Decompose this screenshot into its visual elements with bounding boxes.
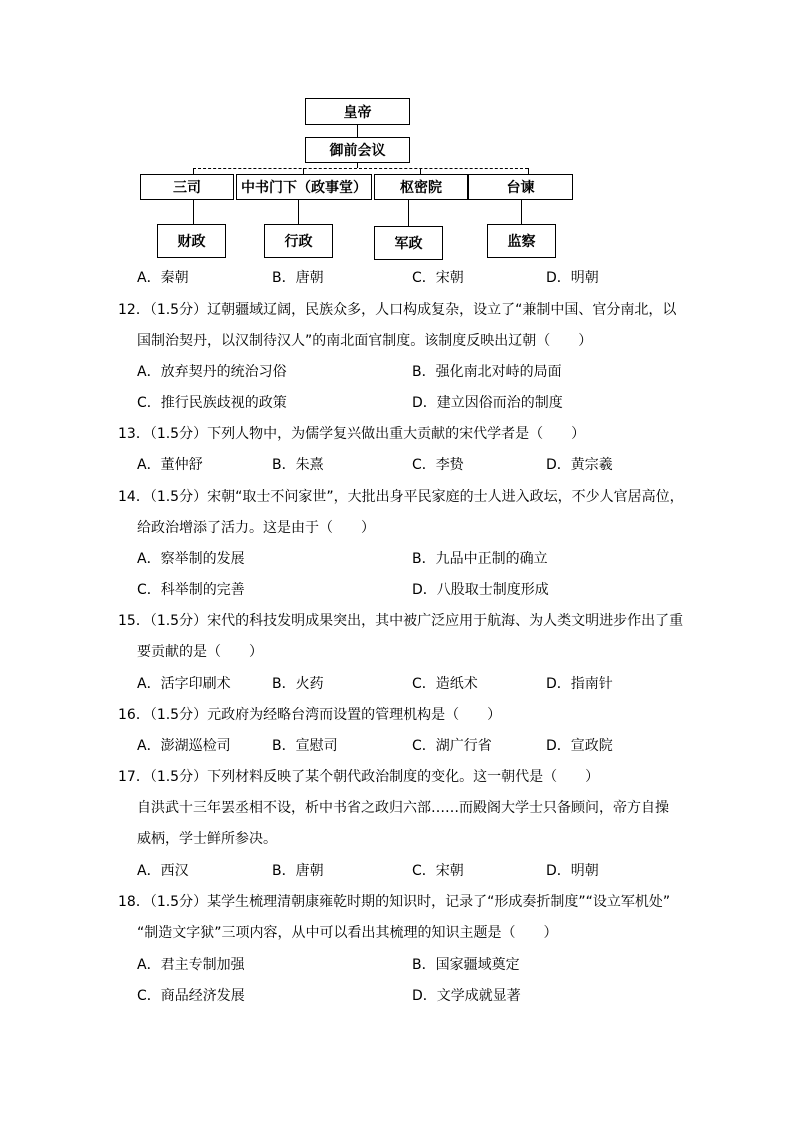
question-material: 威柄，学士鲜所参决。 xyxy=(137,831,277,847)
option-a[interactable]: A．董仲舒 xyxy=(137,457,203,473)
box-dept-sansi: 三司 xyxy=(140,174,234,200)
connector-dept-func-4 xyxy=(521,200,522,224)
option-a[interactable]: A．活字印刷术 xyxy=(137,676,231,692)
option-c[interactable]: C．宋朝 xyxy=(412,863,464,879)
question-text: 12．（1.5分）辽朝疆域辽阔，民族众多，人口构成复杂，设立了“兼制中国、官分南北，以 xyxy=(118,302,677,318)
question-text: 13．（1.5分）下列人物中，为儒学复兴做出重大贡献的宋代学者是（ ） xyxy=(118,426,586,442)
option-a[interactable]: A．君主专制加强 xyxy=(137,957,245,973)
option-b[interactable]: B．唐朝 xyxy=(272,863,324,879)
option-c[interactable]: C．科举制的完善 xyxy=(137,582,245,598)
connector-emperor-council xyxy=(357,125,358,137)
connector-dept-func-2 xyxy=(298,200,299,224)
option-d[interactable]: D．指南针 xyxy=(546,676,613,692)
box-dept-taijian: 台谏 xyxy=(468,174,573,200)
question-text: 要贡献的是（ ） xyxy=(137,644,263,660)
box-func-supervision: 监察 xyxy=(487,224,556,258)
option-b[interactable]: B．火药 xyxy=(272,676,324,692)
box-dept-zhongshu: 中书门下（政事堂） xyxy=(236,174,372,200)
option-d[interactable]: D．建立因俗而治的制度 xyxy=(412,395,563,411)
box-emperor: 皇帝 xyxy=(305,98,410,125)
option-d[interactable]: D．黄宗羲 xyxy=(546,457,613,473)
option-d[interactable]: D．八股取士制度形成 xyxy=(412,582,549,598)
connector-dept-func-3 xyxy=(408,200,409,226)
option-b[interactable]: B．强化南北对峙的局面 xyxy=(412,364,562,380)
question-text: 给政治增添了活力。这是由于（ ） xyxy=(137,520,375,536)
option-b[interactable]: B．唐朝 xyxy=(272,270,324,286)
question-text: 17．（1.5分）下列材料反映了某个朝代政治制度的变化。这一朝代是（ ） xyxy=(118,769,600,785)
option-b[interactable]: B．国家疆域奠定 xyxy=(412,957,520,973)
box-func-admin: 行政 xyxy=(264,224,333,258)
option-c[interactable]: C．湖广行省 xyxy=(412,738,492,754)
question-text: 18．（1.5分）某学生梳理清朝康雍乾时期的知识时，记录了“形成奏折制度”“设立军机处” xyxy=(118,894,671,910)
option-a[interactable]: A．澎湖巡检司 xyxy=(137,738,231,754)
box-council: 御前会议 xyxy=(305,137,410,163)
option-c[interactable]: C．李贽 xyxy=(412,457,464,473)
question-text: 16．（1.5分）元政府为经略台湾而设置的管理机构是（ ） xyxy=(118,707,502,723)
option-a[interactable]: A．察举制的发展 xyxy=(137,551,245,567)
option-d[interactable]: D．明朝 xyxy=(546,270,599,286)
option-b[interactable]: B．宣慰司 xyxy=(272,738,338,754)
box-func-military: 军政 xyxy=(374,226,443,260)
option-d[interactable]: D．文学成就显著 xyxy=(412,988,521,1004)
option-c[interactable]: C．宋朝 xyxy=(412,270,464,286)
option-c[interactable]: C．造纸术 xyxy=(412,676,478,692)
option-a[interactable]: A．秦朝 xyxy=(137,270,189,286)
option-d[interactable]: D．明朝 xyxy=(546,863,599,879)
question-material: 自洪武十三年罢丞相不设，析中书省之政归六部……而殿阁大学士只备顾问，帝方自操 xyxy=(137,800,669,816)
option-c[interactable]: C．商品经济发展 xyxy=(137,988,245,1004)
connector-dept-func-1 xyxy=(193,200,194,224)
option-b[interactable]: B．朱熹 xyxy=(272,457,324,473)
option-a[interactable]: A．西汉 xyxy=(137,863,189,879)
question-text: 14．（1.5分）宋朝“取士不问家世”，大批出身平民家庭的士人进入政坛，不少人官居高位， xyxy=(118,489,684,505)
box-dept-shumi: 枢密院 xyxy=(374,174,468,200)
question-text: “制造文字狱”三项内容，从中可以看出其梳理的知识主题是（ ） xyxy=(137,925,558,941)
question-text: 国制治契丹，以汉制待汉人”的南北面官制度。该制度反映出辽朝（ ） xyxy=(137,333,593,349)
option-c[interactable]: C．推行民族歧视的政策 xyxy=(137,395,287,411)
option-d[interactable]: D．宣政院 xyxy=(546,738,613,754)
connector-council-bus xyxy=(357,163,358,168)
option-a[interactable]: A．放弃契丹的统治习俗 xyxy=(137,364,287,380)
question-text: 15．（1.5分）宋代的科技发明成果突出，其中被广泛应用于航海、为人类文明进步作出了重 xyxy=(118,613,684,629)
dashed-connector-bus xyxy=(193,168,528,169)
option-b[interactable]: B．九品中正制的确立 xyxy=(412,551,548,567)
box-func-finance: 财政 xyxy=(157,224,226,258)
